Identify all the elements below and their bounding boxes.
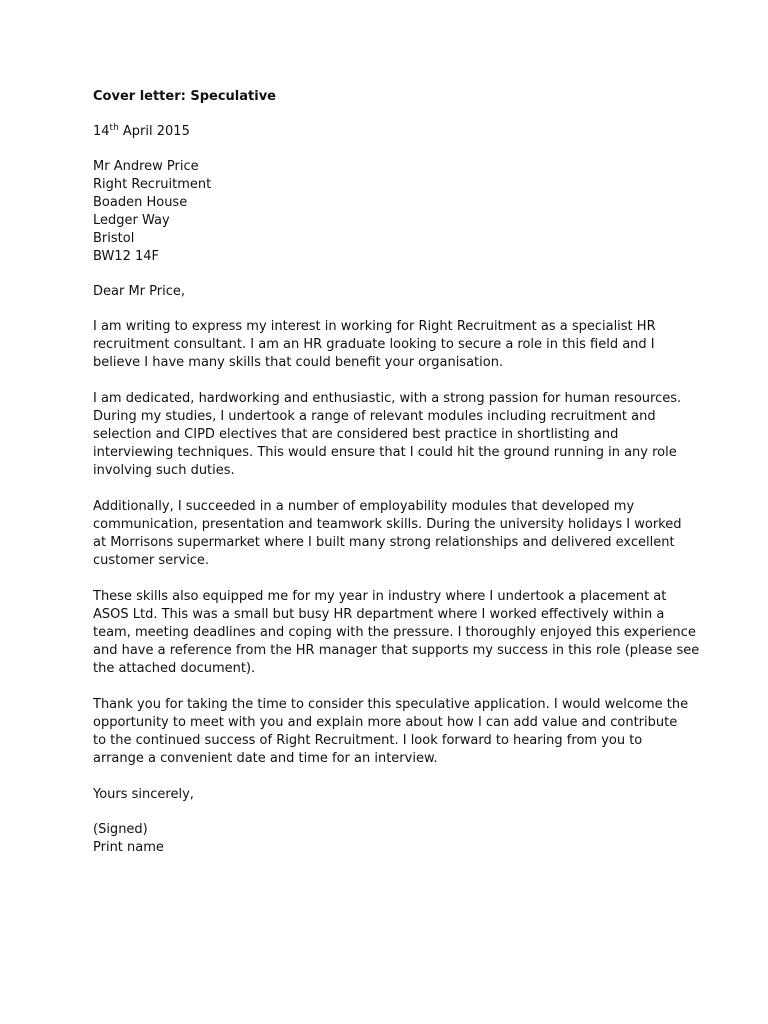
paragraph-line: I am dedicated, hardworking and enthusiastic, with a strong passion for human resources. — [93, 391, 682, 406]
address-line: Bristol — [93, 231, 135, 246]
date-rest: April 2015 — [118, 124, 190, 139]
address-line: BW12 14F — [93, 249, 160, 264]
paragraph-line: selection and CIPD electives that are considered best practice in shortlisting and — [93, 427, 619, 442]
paragraph-line: arrange a convenient date and time for an interview. — [93, 751, 438, 766]
paragraph-line: These skills also equipped me for my year in industry where I undertook a placement at — [93, 589, 667, 604]
paragraph-employability — [93, 498, 693, 570]
paragraph-line: involving such duties. — [93, 463, 235, 478]
paragraph-skills — [93, 390, 693, 480]
closing: Yours sincerely, — [93, 787, 194, 802]
print-name: Print name — [93, 840, 164, 855]
address-line: Right Recruitment — [93, 177, 212, 192]
paragraph-line: at Morrisons supermarket where I built many strong relationships and delivered excellent — [93, 535, 675, 550]
paragraph-line: team, meeting deadlines and coping with the pressure. I thoroughly enjoyed this experience — [93, 625, 696, 640]
date-day: 14 — [93, 124, 110, 139]
paragraph-line: ASOS Ltd. This was a small but busy HR department where I worked effectively within a — [93, 607, 665, 622]
paragraph-line: opportunity to meet with you and explain more about how I can add value and contribute — [93, 715, 678, 730]
paragraph-line: Thank you for taking the time to consider this speculative application. I would welcome the — [93, 697, 689, 712]
address-line: Ledger Way — [93, 213, 170, 228]
recipient-address — [93, 158, 693, 266]
paragraph-intro — [93, 318, 693, 372]
paragraph-line: customer service. — [93, 553, 210, 568]
paragraph-line: communication, presentation and teamwork skills. During the university holidays I worked — [93, 517, 682, 532]
paragraph-closing — [93, 696, 693, 768]
letter-date — [93, 123, 693, 141]
address-line: Boaden House — [93, 195, 188, 210]
paragraph-line: to the continued success of Right Recruitment. I look forward to hearing from you to — [93, 733, 643, 748]
paragraph-line: and have a reference from the HR manager that supports my success in this role (please see — [93, 643, 700, 658]
letter-title: Cover letter: Speculative — [93, 89, 276, 104]
salutation: Dear Mr Price, — [93, 284, 185, 299]
paragraph-placement — [93, 588, 700, 678]
paragraph-line: Additionally, I succeeded in a number of employability modules that developed my — [93, 499, 635, 514]
paragraph-line: recruitment consultant. I am an HR graduate looking to secure a role in this field and I — [93, 337, 655, 352]
signed-label: (Signed) — [93, 822, 148, 837]
paragraph-line: believe I have many skills that could benefit your organisation. — [93, 355, 504, 370]
paragraph-line: I am writing to express my interest in working for Right Recruitment as a specialist HR — [93, 319, 656, 334]
date-suffix: th — [109, 123, 119, 133]
paragraph-line: During my studies, I undertook a range of relevant modules including recruitment and — [93, 409, 656, 424]
paragraph-line: the attached document). — [93, 661, 256, 676]
signature-block — [93, 821, 693, 857]
paragraph-line: interviewing techniques. This would ensure that I could hit the ground running in any role — [93, 445, 677, 460]
address-line: Mr Andrew Price — [93, 159, 199, 174]
letter-page — [93, 88, 700, 857]
